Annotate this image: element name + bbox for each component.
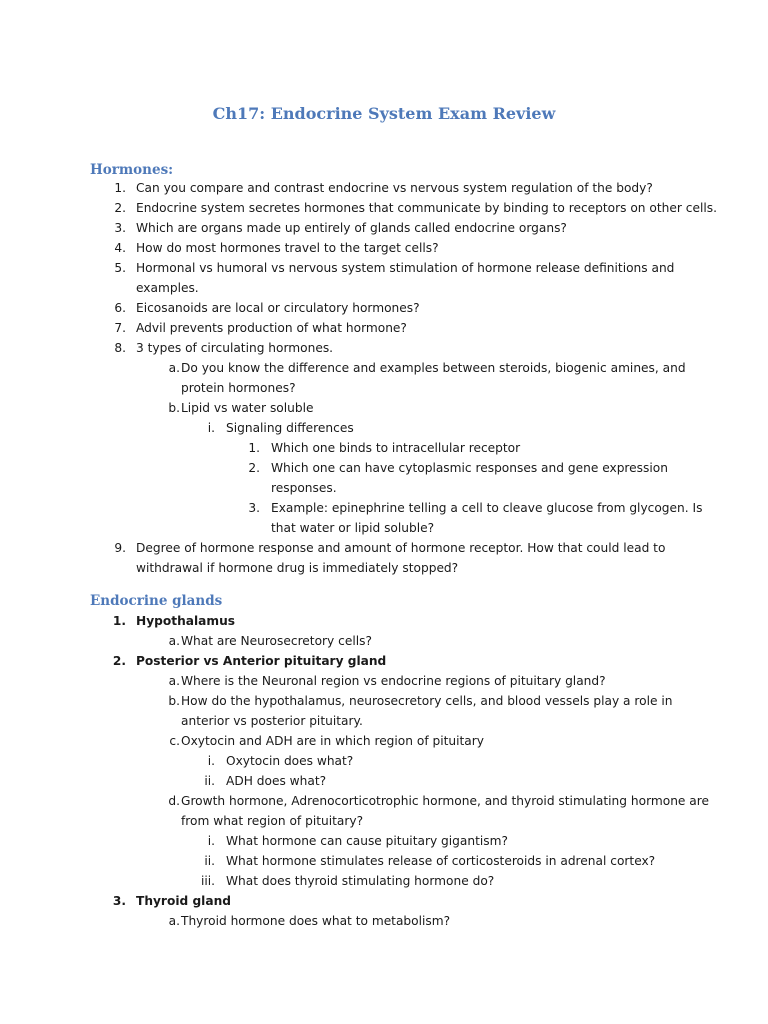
list-item-text: anterior vs posterior pituitary. [181,714,363,728]
list-item-text: Thyroid gland [136,894,231,908]
list-item-text: Which one binds to intracellular receptor [271,441,521,455]
list-marker: 9. [114,541,126,555]
list-item-text: How do most hormones travel to the target cells? [136,241,439,255]
list-item-text: Where is the Neuronal region vs endocrine regions of pituitary gland? [181,674,606,688]
list-item-text: Oxytocin does what? [226,754,354,768]
list-marker: 2. [112,654,126,668]
list-item-text: protein hormones? [181,381,296,395]
list-marker: a. [168,361,180,375]
list-marker: a. [168,914,180,928]
list-item-text: What hormone stimulates release of corticosteroids in adrenal cortex? [226,854,656,868]
list-marker: i. [207,834,215,848]
list-item-text: Hypothalamus [136,614,235,628]
list-item-text: responses. [271,481,337,495]
list-item-text: Can you compare and contrast endocrine vs nervous system regulation of the body? [136,181,653,195]
list-item-text: Degree of hormone response and amount of hormone receptor. How that could lead to [136,541,666,555]
list-item-text: Oxytocin and ADH are in which region of pituitary [181,734,484,748]
list-marker: 2. [248,461,260,475]
list-item-text: What does thyroid stimulating hormone do? [226,874,495,888]
list-marker: b. [168,694,180,708]
list-marker: 8. [114,341,126,355]
list-marker: 1. [114,181,126,195]
list-marker: 3. [114,221,126,235]
page-title: Ch17: Endocrine System Exam Review [212,104,556,123]
list-item-text: that water or lipid soluble? [271,521,435,535]
list-marker: ii. [204,774,215,788]
list-item-text: Advil prevents production of what hormone? [136,321,407,335]
list-marker: 6. [114,301,126,315]
list-item-text: What hormone can cause pituitary gigantism? [226,834,508,848]
list-marker: i. [207,754,215,768]
list-marker: b. [168,401,180,415]
list-marker: c. [169,734,180,748]
list-marker: 7. [114,321,126,335]
list-item-text: Hormonal vs humoral vs nervous system stimulation of hormone release definitions and [136,261,675,275]
list-item-text: Which are organs made up entirely of glands called endocrine organs? [136,221,567,235]
list-marker: i. [207,421,215,435]
list-item-text: What are Neurosecretory cells? [181,634,372,648]
list-marker: iii. [200,874,215,888]
list-marker: 1. [112,614,126,628]
list-marker: 5. [114,261,126,275]
list-item-text: ADH does what? [226,774,327,788]
list-item-text: examples. [136,281,199,295]
list-marker: 3. [248,501,260,515]
list-marker: d. [168,794,180,808]
list-item-text: Signaling differences [226,421,354,435]
list-item-text: Do you know the difference and examples between steroids, biogenic amines, and [181,361,686,375]
list-item-text: Eicosanoids are local or circulatory hormones? [136,301,420,315]
list-item-text: How do the hypothalamus, neurosecretory cells, and blood vessels play a role in [181,694,673,708]
list-marker: 2. [114,201,126,215]
list-item-text: 3 types of circulating hormones. [136,341,334,355]
list-marker: a. [168,634,180,648]
section-heading-endocrine-glands: Endocrine glands [90,593,223,609]
list-item-text: Example: epinephrine telling a cell to cleave glucose from glycogen. Is [271,501,703,515]
list-marker: 3. [112,894,126,908]
list-marker: 1. [248,441,260,455]
list-marker: 4. [114,241,126,255]
list-item-text: Which one can have cytoplasmic responses and gene expression [271,461,668,475]
list-item-text: from what region of pituitary? [181,814,364,828]
list-item-text: Thyroid hormone does what to metabolism? [181,914,451,928]
list-marker: ii. [204,854,215,868]
list-marker: a. [168,674,180,688]
list-item-text: Posterior vs Anterior pituitary gland [136,654,387,668]
section-heading-hormones: Hormones: [90,162,174,178]
list-item-text: Growth hormone, Adrenocorticotrophic hormone, and thyroid stimulating hormone are [181,794,709,808]
list-item-text: Endocrine system secretes hormones that communicate by binding to receptors on other cells. [136,201,717,215]
list-item-text: withdrawal if hormone drug is immediately stopped? [136,561,459,575]
list-item-text: Lipid vs water soluble [181,401,314,415]
